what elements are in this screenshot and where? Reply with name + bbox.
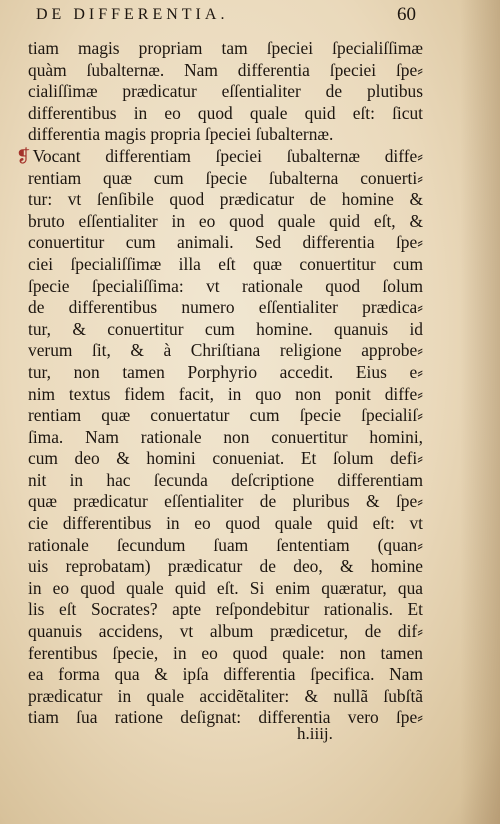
text-line: tur, non tamen Porphyrio accedit. Eius e⸗ (28, 361, 423, 382)
text-line: quàm ſubalternæ. Nam differentia ſpeciei ſpe⸗ (28, 59, 423, 80)
running-title: DE DIFFERENTIA. (36, 6, 229, 23)
text-line: ſpecie ſpecialiſſima: vt rationale quod ſolum (28, 275, 423, 296)
text-line: verum ſit, & à Chriſtiana religione approbe⸗ (28, 340, 423, 361)
text-line: rentiam quæ conuertatur cum ſpecie ſpecialiſ⸗ (28, 405, 423, 426)
text-line: ferentibus ſpecie, in eo quod quale: non tamen (28, 642, 423, 663)
text-line: rentiam quæ cum ſpecie ſubalterna conuerti⸗ (28, 167, 423, 188)
text-line: nit in hac ſecunda deſcriptione differentiam (28, 469, 423, 490)
text-line: quæ prædicatur eſſentialiter de pluribus & ſpe⸗ (28, 491, 423, 512)
text-line: rationale ſecundum ſuam ſententiam (quan⸗ (28, 534, 423, 555)
text-line: ea forma qua & ipſa differentia ſpecifica. Nam (28, 664, 423, 685)
text-line: tiam magis propriam tam ſpeciei ſpecialiſſimæ (28, 38, 423, 58)
page-edge-shadow (460, 0, 500, 824)
text-line: uis reprobatam) prædicatur de deo, & homine (28, 556, 423, 577)
text-line: nim textus fidem facit, in quo non ponit diffe⸗ (28, 383, 423, 404)
paragraph-start-line (16, 145, 423, 168)
text-line: Vocant differentiam ſpeciei ſubalternæ diffe⸗ (32, 145, 423, 166)
text-line: ſima. Nam rationale non conuertitur homini, (28, 426, 423, 447)
text-line: differentibus in eo quod quale quid eſt: ſicut (28, 102, 423, 123)
text-line: conuertitur cum animali. Sed differentia ſpe⸗ (28, 232, 423, 253)
body-text (16, 38, 423, 729)
text-line: ciei ſpecialiſſimæ illa eſt quæ conuertitur cum (28, 253, 423, 274)
page-header (36, 2, 416, 32)
text-line: quanuis accidens, vt album prædicetur, de dif⸗ (28, 621, 423, 642)
text-line: cialiſſimæ prædicatur eſſentialiter de plutibus (28, 81, 423, 102)
text-line: differentia magis propria ſpeciei ſubalternæ. (28, 124, 334, 145)
text-line: tur, & conuertitur cum homine. quanuis id (28, 318, 423, 339)
folio-number: 60 (397, 4, 416, 25)
text-line: bruto eſſentialiter in eo quod quale quid eſt, & (28, 210, 423, 231)
text-line: tur: vt ſenſibile quod prædicatur de homine & (28, 189, 423, 210)
signature-mark: h.iiij. (297, 724, 333, 743)
text-line: in eo quod quale quid eſt. Si enim quæratur, qua (28, 577, 423, 598)
text-line: lis eſt Socrates? apte reſpondebitur rationalis. Et (28, 599, 423, 620)
paragraph-mark-icon: ❡ (16, 145, 31, 166)
text-line: cie differentibus in eo quod quale quid eſt: vt (28, 513, 423, 534)
text-line: cum deo & homini conueniat. Et ſolum defi⸗ (28, 448, 423, 469)
text-line: de differentibus numero eſſentialiter prædica⸗ (28, 297, 423, 318)
text-line: prædicatur in quale accidẽtaliter: & nullã ſubſtã (28, 685, 423, 706)
text-line: tiam ſua ratione deſignat: differentia vero ſpe⸗ (28, 707, 423, 728)
